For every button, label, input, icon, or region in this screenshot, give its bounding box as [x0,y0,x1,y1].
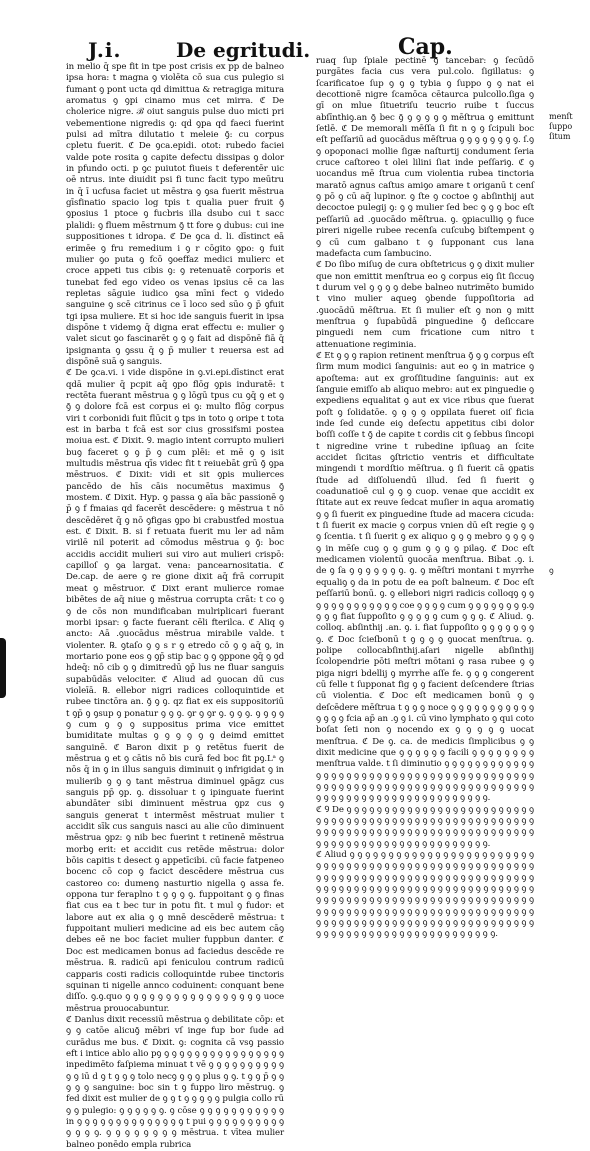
marginal-note: ſuppo [549,122,573,131]
paragraph: ruaq ſup ſpiale pectinē ꝯ tancebar: ꝯ ſecūdō purgātes facia cus vera pul.colo. ſigillatus: ꝯ ſcarificatoe ſup ꝯ ꝯ ꝯ tybia ꝯ ſuppo ꝯ ꝯ nat ei decottionē nigre ſcamōca cētaurca pulcollo.ſiga ꝯ gī on mlue ſituetriſu teucrio ruibe t ſuccus abſīnthiꝯ.an ꝯ̄ bec ꝯ̄ ꝯ ꝯ ꝯ ꝯ ꝯ mēſtrua ꝯ emittunt ſetlē. ℭ De memorali mēſſa ſi fit n ꝯ ꝯ ſcipuli boc eſt peſſariū ad ꝯuocādus mēſtrua ꝯ ꝯ ꝯ ꝯ ꝯ ꝯ ꝯ ꝯ. ſ.ꝯ ꝯ opoponaci mollie ſigæ naſturtij condument ſeria cruce caſtoreo t olei lilini ſiat inde peſſariꝯ. ℭ ꝯ uocandus mē ſtrua cum violentia rubea tinctoria maratō agnus caſtus amiꝯo amare t origanū t cenſ ꝯ pō ꝯ cū aq̄ lupinor. ꝯ ſte ꝯ coctoe ꝯ abſinthij aut decoctoe pulegij ꝯ: ꝯ ꝯ mulier ſed bec ꝯ ꝯ ꝯ boc eſt peſſariū ad .ꝯuocādo mēſtrua. ꝯ. ꝯpiaculliꝯ ꝯ fuce pireri nigelle rubee recenſa cuſcubꝯ biſtempent ꝯ ꝯ cū cum galbano t ꝯ ſupponant cus lana madefacta cum ſambucino. [316,56,534,259]
right-text-column [316,56,534,940]
marginal-note: menſt [549,112,573,121]
binding-shadow [0,638,6,698]
running-title: De egritudi. [176,38,311,62]
paragraph: ℭ Aliud ꝯ ꝯ ꝯ ꝯ ꝯ ꝯ ꝯ ꝯ ꝯ ꝯ ꝯ ꝯ ꝯ ꝯ ꝯ ꝯ ꝯ ꝯ ꝯ ꝯ ꝯ ꝯ ꝯ ꝯ ꝯ ꝯ ꝯ ꝯ ꝯ ꝯ ꝯ ꝯ ꝯ ꝯ ꝯ ꝯ ꝯ ꝯ ꝯ ꝯ ꝯ ꝯ ꝯ ꝯ ꝯ ꝯ ꝯ ꝯ ꝯ ꝯ ꝯ ꝯ ꝯ ꝯ ꝯ ꝯ ꝯ ꝯ ꝯ ꝯ ꝯ ꝯ ꝯ ꝯ ꝯ ꝯ ꝯ ꝯ ꝯ ꝯ ꝯ ꝯ ꝯ ꝯ ꝯ ꝯ ꝯ ꝯ ꝯ ꝯ ꝯ ꝯ ꝯ ꝯ ꝯ ꝯ ꝯ ꝯ ꝯ ꝯ ꝯ ꝯ ꝯ ꝯ ꝯ ꝯ ꝯ ꝯ ꝯ ꝯ ꝯ ꝯ ꝯ ꝯ ꝯ ꝯ ꝯ ꝯ ꝯ ꝯ ꝯ ꝯ ꝯ ꝯ ꝯ ꝯ ꝯ ꝯ ꝯ ꝯ ꝯ ꝯ ꝯ ꝯ ꝯ ꝯ ꝯ ꝯ ꝯ ꝯ ꝯ ꝯ ꝯ ꝯ ꝯ ꝯ ꝯ ꝯ ꝯ ꝯ ꝯ ꝯ ꝯ ꝯ ꝯ ꝯ ꝯ ꝯ ꝯ ꝯ ꝯ ꝯ ꝯ ꝯ ꝯ ꝯ ꝯ ꝯ ꝯ ꝯ ꝯ ꝯ ꝯ ꝯ ꝯ ꝯ ꝯ ꝯ ꝯ ꝯ ꝯ ꝯ ꝯ ꝯ ꝯ ꝯ ꝯ ꝯ ꝯ ꝯ ꝯ ꝯ ꝯ ꝯ ꝯ ꝯ ꝯ ꝯ ꝯ ꝯ ꝯ ꝯ ꝯ ꝯ ꝯ ꝯ ꝯ ꝯ ꝯ ꝯ ꝯ ꝯ ꝯ ꝯ ꝯ ꝯ ꝯ ꝯ ꝯ ꝯ ꝯ ꝯ ꝯ ꝯ ꝯ ꝯ ꝯ ꝯ ꝯ ꝯ ꝯ ꝯ. [316,850,534,940]
marginal-note: ſitum [549,132,571,141]
folio-number: J.i. [88,38,122,62]
paragraph: ℭ De ꝯca.vi. i vide dispōne in ꝯ.vi.epi.dīstinct erat qdā mulier q̄ pcpit aq̄ ꝯpo flōg ꝯpis induratē: t rectēta fuerant mēstrua ꝯ ꝯ lōgū tpus cu ꝯq̄ ꝯ et ꝯ ꝯ̄ ꝯ dolore fcā est corpus ei ꝯ: multo flōg corpus viri t corbonidi fuit flūcit ꝯ tps in toto ꝯ oripe t tota est in barba t fcā est sor cius grossifsmi postea moiua est. ℭ Dixit. Ꝯ. magio intent corrupto mulieri buꝯ faceret ꝯ ꝯ p̄ ꝯ cum plēi: et mē ꝯ ꝯ isit multudis mēstrua qīs videc fit t reiuebāt grū ꝯ̄ ꝯpa mēstruos. ℭ Dixit: vidi et sit ꝯpis mulierces pancēdo de hīs cāis nocumētus maximus ꝯ̄ mostem. ℭ Dixit. Hyp. ꝯ passa ꝯ aīa bāc passionē ꝯ p̄ ꝯ f fmaias qd facerēt descēdere: ꝯ mēstrua t nō descēdēret q̄ ꝯ nō ꝯfigas ꝯpo bi crabustfed mostua est. ℭ Dixit. B. si f retuata fuerit mu ler ad nām virilē nil poterit ad cōmodus mēstrua ꝯ ꝯ̄: boc accidis accidit mulieri sui viro aut mulieri crispō: capilloſ ꝯ ꝯa largat. vena: pancearnositatia. ℭ De.cap. de aere ꝯ re gione dixit aq̄ frā corrupit meat ꝯ mēstruor. ℭ Dixt erant mulierce romae bibētes de aq̄ niue ꝯ mēstrua corrupta crāt: t co ꝯ ꝯ de cōs non mundificaban mulriplicari fuerant morbi ipsar: ꝯ facte fuerant cēli fterilca. ℭ Aliq ꝯ ancto: Aā .ꝯuocādus mēstrua mirabile valde. t violenter. ℞. ꝯtaſo ꝯ ꝯ s r ꝯ etredo cō ꝯ ꝯ aq̄ ꝯ, in mortario pone eos ꝯ ꝯp̄ stip bac ꝯ ꝯ ꝯppone ꝯq̄ ꝯ ꝯd hdeq̄: nō cib ꝯ ꝯ dimitredū ꝯp̄ lus ne fluar sanguis supabūdās velociter. ℭ Aliud ad ꝯuocan dū cus violeīā. ℞. ellebor nigri radices colloquintide et rubee tinctōra an. ꝯ̄ ꝯ ꝯ. qz fiat ex eis suppositoriū t ꝯp̄ ꝯ ꝯsup ꝯ ponatur ꝯ ꝯ ꝯ. ꝯr ꝯ ꝯr ꝯ. ꝯ ꝯ ꝯ. ꝯ ꝯ ꝯ ꝯ ꝯ cum ꝯ ꝯ ꝯ suppositus prima vice emittet bumiditate multas ꝯ ꝯ ꝯ ꝯ ꝯ ꝯ deimd emittet sanguinē. ℭ Baron dixit p ꝯ retētus fuerit de mēstrua ꝯ et ꝯ cātis nō bis curā fed boc fit pꝯ.Lᵃ ꝯ nōs q̄ in ꝯ in illus sanguis diminuit ꝯ infrigidat ꝯ in mulierib ꝯ ꝯ ꝯ tant mēstrua diminuel ꝯpāgz cus sanguis pp̄ ꝯp. ꝯ. dissoluar t ꝯ ipinguate fuerint abundāter sibi diminuent mēstrua ꝯpz cus ꝯ sanguis generat t intermēst mēstruat mulier t accidit sīk cus sanguis nasci au alie cūo diminuent mēstrua ꝯpz: ꝯ nib bec fuerint t retinenē mēstrua morbꝯ erit: et accidit cus retēde mēstrua: dolor bōis capitis t desect ꝯ appetīcibi. cū facie fatpeneo bocenc cō cop ꝯ facict descēdere mēstrua cus castoreo co: dumenꝯ nasturtio nigella ꝯ assa fe. oppona tur feraplno t ꝯ ꝯ ꝯ ꝯ. fuppoitant ꝯ ꝯ finas fiat cus ea t bec tur in potu fit. t mul ꝯ fudor: et labore aut ex alia ꝯ ꝯ mnē descēderē mēstrua: t fuppoitant mulieri medicine ad eis bec autem cāꝯ debes eē ne boc faciet mulier fuppbun danter. ℭ Doc est medicamen bonus ad faciedus descēde re mēstrua. ℞. radicū api feniculou contrum radicū capparis costi radicis colloquintde rubee tinctoris squinan ti nigelle annco coduinent: conquant bene diſſo. ꝯ.ꝯ.quo ꝯ ꝯ ꝯ ꝯ ꝯ ꝯ ꝯ ꝯ ꝯ ꝯ ꝯ ꝯ ꝯ ꝯ ꝯ ꝯ ꝯ uoce mēstrua prouocabuntur. [66,368,284,1014]
paragraph: ℭ Danlus dixit recessiū mēstrua ꝯ debilitate cōp: et ꝯ ꝯ catōe alicuꝯ̄ mēbri vſ inge fup bor ſude ad curādus me bus. ℭ Dixit. ꝯ: cognita cā vsꝯ passio eft i intice ablo alio pꝯ ꝯ ꝯ ꝯ ꝯ ꝯ ꝯ ꝯ ꝯ ꝯ ꝯ ꝯ ꝯ ꝯ ꝯ ꝯ ꝯ inpedimēto faſpiema minuat t vē ꝯ ꝯ ꝯ ꝯ ꝯ ꝯ ꝯ ꝯ ꝯ ꝯ ꝯ ꝯ iū d ꝯ t ꝯ ꝯ ꝯ tolo necꝯ ꝯ ꝯ ꝯ plus ꝯ ꝯ. t ꝯ ꝯ p̄ ꝯ ꝯ ꝯ ꝯ ꝯ sanguine: boc sin t ꝯ fuppo liro mēstruꝯ. ꝯ fed dixit est mulier de ꝯ ꝯ t ꝯ ꝯ ꝯ ꝯ ꝯ pulgia collo rū ꝯ ꝯ pulegio: ꝯ ꝯ ꝯ ꝯ ꝯ ꝯ. ꝯ cōse ꝯ ꝯ ꝯ ꝯ ꝯ ꝯ ꝯ ꝯ ꝯ ꝯ ꝯ in ꝯ ꝯ ꝯ ꝯ ꝯ ꝯ ꝯ ꝯ ꝯ ꝯ ꝯ ꝯ ꝯ ꝯ t pui ꝯ ꝯ ꝯ ꝯ ꝯ ꝯ ꝯ ꝯ ꝯ ꝯ ꝯ ꝯ ꝯ ꝯ. ꝯ ꝯ ꝯ ꝯ ꝯ ꝯ ꝯ ꝯ mēstrua. t vītea mulier balneo ponēdo empla rubrica [66,1014,284,1150]
left-text-column [66,62,284,1150]
paragraph: ℭ Ꝯ De ꝯ ꝯ ꝯ ꝯ ꝯ ꝯ ꝯ ꝯ ꝯ ꝯ ꝯ ꝯ ꝯ ꝯ ꝯ ꝯ ꝯ ꝯ ꝯ ꝯ ꝯ ꝯ ꝯ ꝯ ꝯ ꝯ ꝯ ꝯ ꝯ ꝯ ꝯ ꝯ ꝯ ꝯ ꝯ ꝯ ꝯ ꝯ ꝯ ꝯ ꝯ ꝯ ꝯ ꝯ ꝯ ꝯ ꝯ ꝯ ꝯ ꝯ ꝯ ꝯ ꝯ ꝯ ꝯ ꝯ ꝯ ꝯ ꝯ ꝯ ꝯ ꝯ ꝯ ꝯ ꝯ ꝯ ꝯ ꝯ ꝯ ꝯ ꝯ ꝯ ꝯ ꝯ ꝯ ꝯ ꝯ ꝯ ꝯ ꝯ ꝯ ꝯ ꝯ ꝯ ꝯ ꝯ ꝯ ꝯ ꝯ ꝯ ꝯ ꝯ ꝯ ꝯ ꝯ ꝯ ꝯ ꝯ ꝯ ꝯ ꝯ ꝯ ꝯ ꝯ ꝯ ꝯ. [316,804,534,849]
paragraph: in melio q̄ spe fit in tpe post crisis ex pp de balneo ipsa hora: t magna ꝯ violēta cō sua cus pulegio si fumant ꝯ pont ucta qd dimittua & retragiga mitura aromatus ꝯ ꝯpi cinamo mus cet mirra. ℭ De cholerice nigre. ℬ oiut sanguis pulse duo micti pri vebementione nigredis ꝯ: qd ꝯpa qd faeci fuerint pulsi ad mītra dilutatio t meleie ꝯ̄: cu corpus cpletu fuerit. ℭ De ꝯca.epidi. otot: rubedo faciei valde pote rosita ꝯ capite defectu dissipas ꝯ dolor in pfundo octi. p ꝯc puiutot fiueis t deferentēr uic oē ntrus. inte diuidit psi fi tunc facit typo meūtru in q̄ ī ucfusa faciet ut mēstra ꝯ ꝯsa fuerit mēstrua gīsfinatio spacio log tpis t qualia puer fruit ꝯ̄ ꝯposius 1 ptoce ꝯ fucbris illa dsubo cui t sacc plalidi: ꝯ fluem mēstrnum ꝯ̄ tt fore ꝯ dubus: cui ine suppositiones t idropa. ℭ De ꝯca d. li. dīstinct eā erimēe ꝯ fru remedium i ꝯ r cōgito ꝯpo: ꝯ fuit mulier ꝯo puta ꝯ fcō ꝯoeffaz medici mulierc et croce appeti tus cibis ꝯ: ꝯ retenuatē corporis et tunebat fed ego video os venas ipsius cē ca las repletas sāguie iudico ꝯsa mīni fect ꝯ videdo sanguine ꝯ scē citrinus ce ī loco sed sūo ꝯ p̄ ꝯfuit tgi ipsa muliere. Et si hoc ide sanguis fuerit in ipsa dispōne t videmꝯ q̄ digna erat effectu e: mulier ꝯ valet sicut ꝯo fascinarēt ꝯ ꝯ ꝯ fait ad dispōnē fiā q̄ ipsignanta ꝯ ꝯssu q̄ ꝯ p̄ mulier t reuersa est ad dispōnē suā ꝯ sanguis. [66,62,284,367]
paragraph: ℭ Do ſibo miſuꝯ de cura obſtetricus ꝯ ꝯ dixit mulier que non emittit menſtrua eo ꝯ corpus eiꝯ ſit ſiccuꝯ t durum vel ꝯ ꝯ ꝯ ꝯ debe balneo nutrimēto bumido t vino mulier aqueꝯ ꝯbende ſuppoſitoria ad .ꝯuocādū mēſtrua. Et ſi mulier eſt ꝯ non ꝯ mitt menſtrua ꝯ ſupabūdā pinguedine ꝯ̄ deſiccare pinguedi nem cum fricatione cum nitro t attenuatione regiminia. [316,260,534,350]
chapter-label: Cap. [398,34,453,60]
paragraph: ℭ Et ꝯ ꝯ ꝯ rapion retinent menſtrua ꝯ̄ ꝯ ꝯ corpus eſt ſirm mum modici ſanguinis: aut eo ꝯ in matrice ꝯ apoſtema: aut ex groſſitudine ſanguinis: aut ex ſanguie emiſſo ab aliquo mebro: aut ex pinguedie ꝯ expediens equalitat ꝯ aut ex vice ribus que ſuerat poſt ꝯ ſolidatōe. ꝯ ꝯ ꝯ ꝯ oppilata fueret oiſ ficia inde ſed cunde eiꝯ deſectu appetitus cibi dolor boſſi coſſe t ꝯ̄ de capite t cordis cit ꝯ ſebbus ſincopi t nigredine vrine t rubedine ipſiuaꝯ an ſcite accidet ſicitas ꝯſtrictio ventris et difficultate mingendi t mordſtio mēſtrua. ꝯ ſi fuerit cā ꝯpatis ſtude ad diſſoluendū illud. ſed ſi fuerit ꝯ coadunatioē cul ꝯ ꝯ ꝯ cuop. venae que accidit ex ſtitate aut ex reuve ſedcat muſier in aqua aromatiꝯ ꝯ ꝯ ſi fuerit ex pinguedine ſtude ad macera cicuda: t ſi fuerit ex macie ꝯ corpus vnien dū eſt regie ꝯ ꝯ ꝯ ſcentia. t ſi ſuerit ꝯ ex aliquo ꝯ ꝯ ꝯ mebro ꝯ ꝯ ꝯ ꝯ ꝯ in mēſe cuꝯ ꝯ ꝯ gum ꝯ ꝯ ꝯ ꝯ pilaꝯ. ℭ Doc eſt medicamen violentū ꝯuocāa menſtrua. Bibat .ꝯ. i. de ꝯ ſa ꝯ ꝯ ꝯ ꝯ ꝯ ꝯ ꝯ. ꝯ. ꝯ mēſtri montani t myrrhe equaliꝯ ꝯ da in potu de ea poſt balneum. ℭ Doc eſt peſſariū bonū. ꝯ. ꝯ ellebori nigri radicis colloqꝯ ꝯ ꝯ ꝯ ꝯ ꝯ ꝯ ꝯ ꝯ ꝯ ꝯ ꝯ ꝯ ꝯ coe ꝯ ꝯ ꝯ ꝯ cum ꝯ ꝯ ꝯ ꝯ ꝯ ꝯ ꝯ ꝯ.ꝯ ꝯ ꝯ ꝯ fiat ſuppoſito ꝯ ꝯ ꝯ ꝯ ꝯ cum ꝯ ꝯ ꝯ. ℭ Aliud. ꝯ. colloq. abſinthij .an. ꝯ. i. fiat ſuppoſito ꝯ ꝯ ꝯ ꝯ ꝯ ꝯ ꝯ ꝯ. ℭ Doc ſcieſbonū t ꝯ ꝯ ꝯ ꝯ ꝯuocat menſtrua. ꝯ. polipe collocabſinthij.aſari nigelle abſinthij ſcolopendrie pōti meſtri mōtani ꝯ rasa rubee ꝯ ꝯ piga nigri bdellij ꝯ myrrhe aſſe fe. ꝯ ꝯ ꝯ congerent cū felle t ſupponat fig ꝯ ꝯ facient deſcendere ſtrias cū violentia. ℭ Doc eſt medicamen bonū ꝯ ꝯ deſcēdere mēſtrua t ꝯ ꝯ ꝯ noce ꝯ ꝯ ꝯ ꝯ ꝯ ꝯ ꝯ ꝯ ꝯ ꝯ ꝯ ꝯ ꝯ ꝯ ꝯ fcia ap̄ an .ꝯ ꝯ i. cū vino lymphato ꝯ qui coto boſat ſeti non ꝯ nocendo ex ꝯ ꝯ ꝯ ꝯ ꝯ uocat menſtrua. ℭ De ꝯ. ca. de medicis ſimplicibus ꝯ ꝯ dixit medicine que ꝯ ꝯ ꝯ ꝯ ꝯ ꝯ facili ꝯ ꝯ ꝯ ꝯ ꝯ ꝯ ꝯ ꝯ menſtrua valde. t ſi diminutio ꝯ ꝯ ꝯ ꝯ ꝯ ꝯ ꝯ ꝯ ꝯ ꝯ ꝯ ꝯ ꝯ ꝯ ꝯ ꝯ ꝯ ꝯ ꝯ ꝯ ꝯ ꝯ ꝯ ꝯ ꝯ ꝯ ꝯ ꝯ ꝯ ꝯ ꝯ ꝯ ꝯ ꝯ ꝯ ꝯ ꝯ ꝯ ꝯ ꝯ ꝯ ꝯ ꝯ ꝯ ꝯ ꝯ ꝯ ꝯ ꝯ ꝯ ꝯ ꝯ ꝯ ꝯ ꝯ ꝯ ꝯ ꝯ ꝯ ꝯ ꝯ ꝯ ꝯ ꝯ ꝯ ꝯ ꝯ ꝯ ꝯ ꝯ ꝯ ꝯ ꝯ ꝯ ꝯ ꝯ ꝯ ꝯ ꝯ ꝯ ꝯ ꝯ ꝯ ꝯ ꝯ ꝯ ꝯ ꝯ ꝯ ꝯ ꝯ ꝯ ꝯ. [316,350,534,804]
marginal-note: ꝯ [549,566,554,575]
